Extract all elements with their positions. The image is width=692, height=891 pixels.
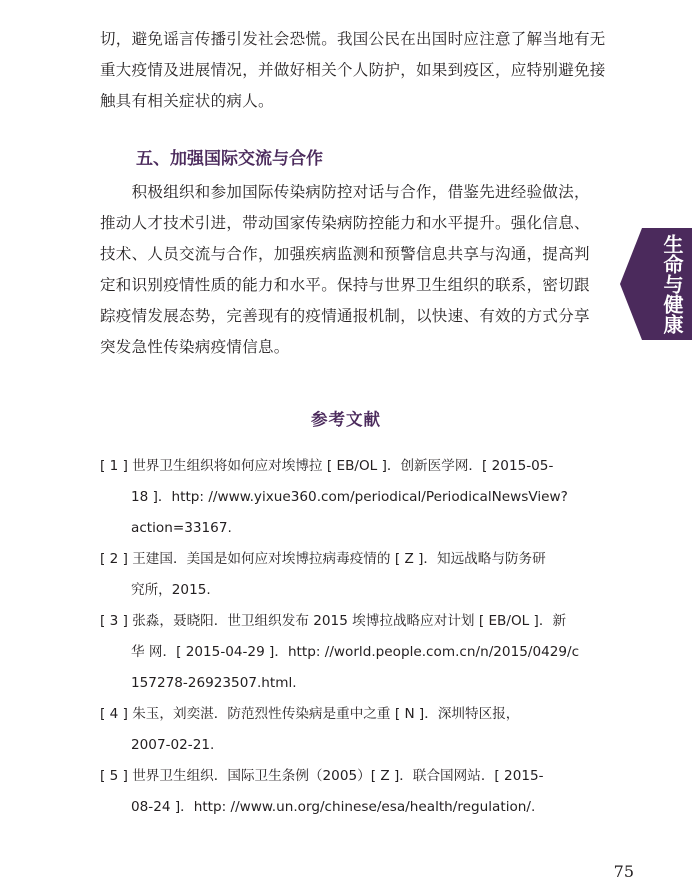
reference-item [100, 761, 600, 823]
references-title: 参考文献 [311, 410, 381, 429]
paragraph-line: 推动人才技术引进，带动国家传染病防控能力和水平提升。强化信息、 [100, 214, 590, 232]
paragraph-line: 切，避免谣言传播引发社会恐慌。我国公民在出国时应注意了解当地有无 [100, 30, 606, 48]
reference-line: 究所，2015. [131, 582, 211, 598]
reference-line: [ 4 ] 朱玉，刘奕湛．防范烈性传染病是重中之重 [ N ]．深圳特区报， [100, 706, 520, 722]
intro-paragraph [100, 24, 606, 117]
section-paragraph [100, 177, 600, 363]
reference-line: 2007-02-21. [131, 737, 215, 753]
reference-item [100, 699, 600, 761]
paragraph-line: 触具有相关症状的病人。 [100, 92, 274, 110]
side-tab-label: 生命与健康 [660, 234, 684, 334]
reference-item [100, 544, 600, 606]
paragraph-line: 踪疫情发展态势，完善现有的疫情通报机制，以快速、有效的方式分享 [100, 307, 590, 325]
reference-line: 华 网．[ 2015-04-29 ]．http: //world.people.com.cn/n/2015/0429/c [131, 644, 580, 660]
paragraph-line: 技术、人员交流与合作，加强疾病监测和预警信息共享与沟通，提高判 [100, 245, 590, 263]
reference-line: 08-24 ]．http: //www.un.org/chinese/esa/health/regulation/. [131, 799, 536, 815]
section-heading: 五、加强国际交流与合作 [136, 149, 323, 169]
paragraph-line: 积极组织和参加国际传染病防控对话与合作，借鉴先进经验做法， [100, 183, 590, 201]
reference-line: action=33167. [131, 520, 232, 536]
paragraph-line: 突发急性传染病疫情信息。 [100, 338, 290, 356]
chapter-side-tab [620, 228, 692, 340]
page-number: 75 [613, 862, 634, 881]
reference-line: [ 1 ] 世界卫生组织将如何应对埃博拉 [ EB/OL ]．创新医学网．[ 2015-05- [100, 458, 554, 474]
reference-item [100, 606, 600, 699]
paragraph-line: 定和识别疫情性质的能力和水平。保持与世界卫生组织的联系，密切跟 [100, 276, 590, 294]
reference-list [100, 451, 600, 823]
paragraph-line: 重大疫情及进展情况，并做好相关个人防护，如果到疫区，应特别避免接 [100, 61, 606, 79]
reference-line: 157278-26923507.html. [131, 675, 297, 691]
reference-line: 18 ]．http: //www.yixue360.com/periodical/PeriodicalNewsView? [131, 489, 568, 505]
reference-line: [ 3 ] 张淼，聂晓阳．世卫组织发布 2015 埃博拉战略应对计划 [ EB/OL ]．新 [100, 613, 567, 629]
reference-line: [ 5 ] 世界卫生组织．国际卫生条例（2005）[ Z ]．联合国网站．[ 2015- [100, 768, 544, 784]
reference-item [100, 451, 600, 544]
reference-line: [ 2 ] 王建国．美国是如何应对埃博拉病毒疫情的 [ Z ]．知远战略与防务研 [100, 551, 546, 567]
